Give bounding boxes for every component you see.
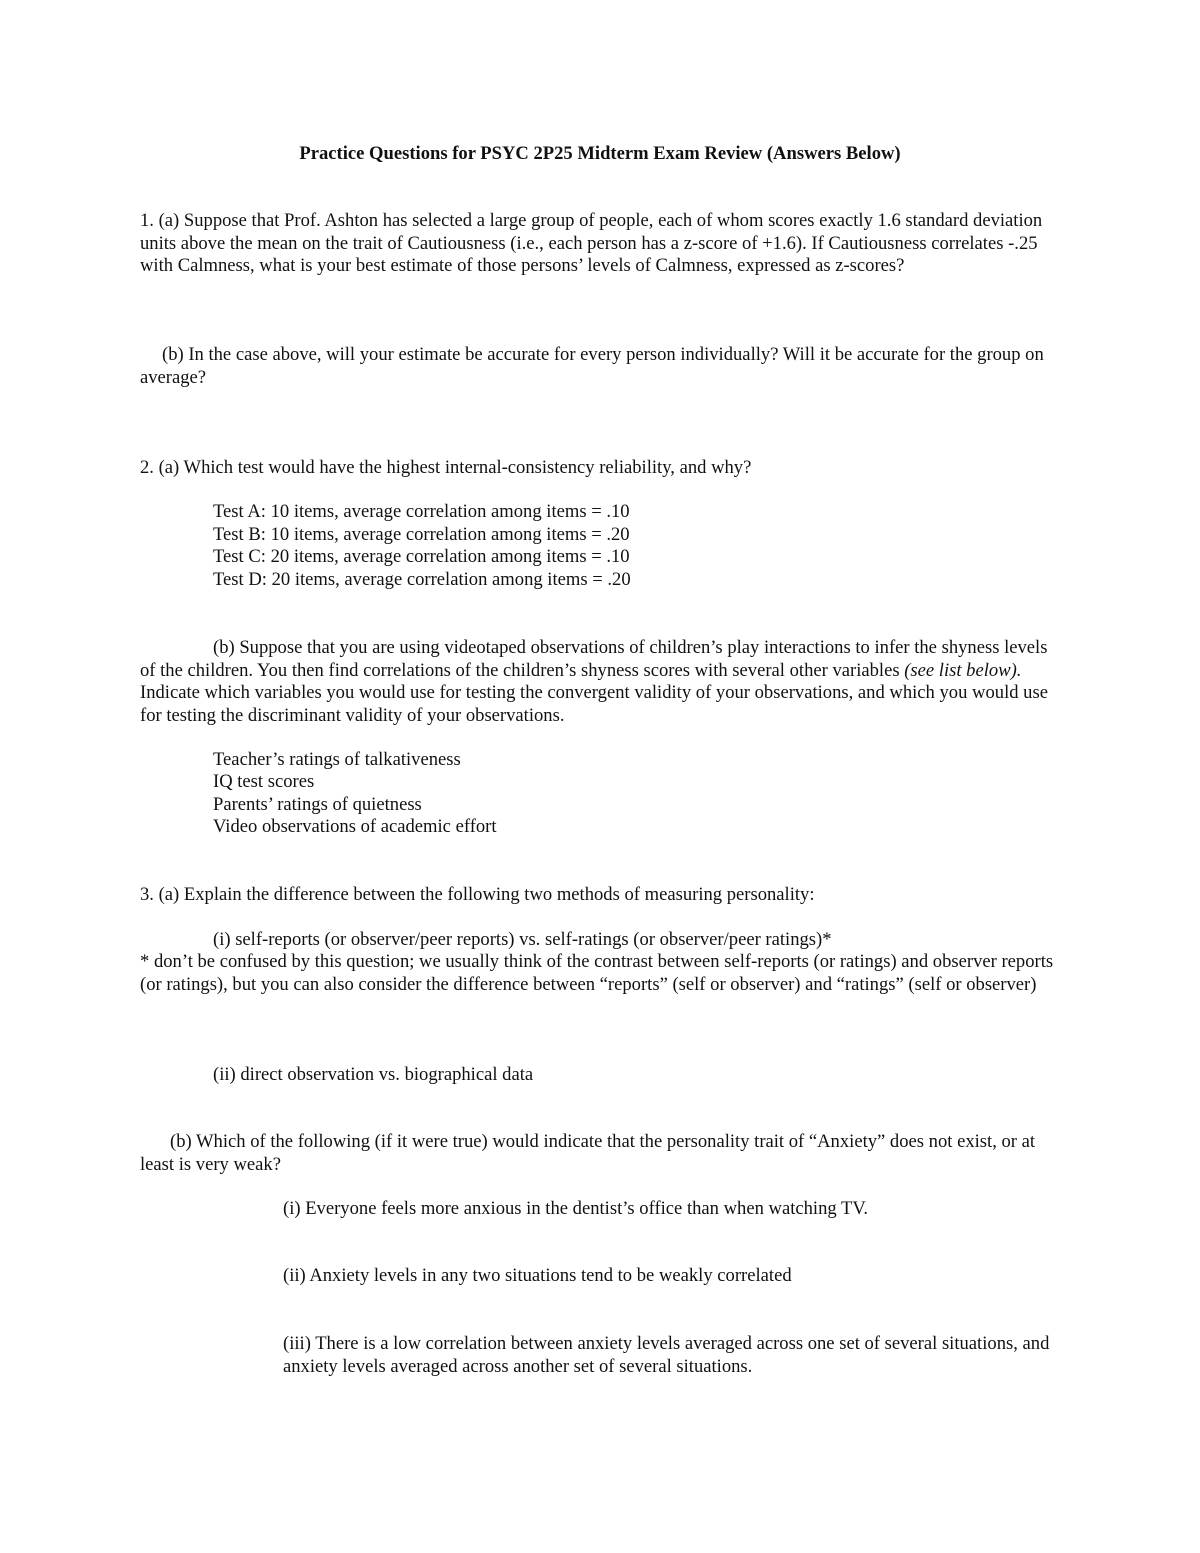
- question-2b-text: (b) Suppose that you are using videotaped observations of children’s play interactions to infer the shyness levels of the children. You then find correlations of the children’s shyness scores with several other variables: [140, 637, 1048, 681]
- variable-item: IQ test scores: [213, 771, 315, 792]
- answer-option: (iii) There is a low correlation between anxiety levels averaged across one set of several situations, and anxiety levels averaged across another set of several situations.: [283, 1333, 1050, 1377]
- question-2b-italic: (see list below).: [904, 659, 1022, 681]
- answer-option: (ii) Anxiety levels in any two situations tend to be weakly correlated: [283, 1265, 792, 1286]
- test-option: Test B: 10 items, average correlation among items = .20: [213, 524, 630, 545]
- method-pair-i: (i) self-reports (or observer/peer reports) vs. self-ratings (or observer/peer ratings)*: [213, 929, 832, 950]
- variable-item: Video observations of academic effort: [213, 816, 497, 837]
- footnote: * don’t be confused by this question; we usually think of the contrast between self-reports (or ratings) and observer reports (or ratings), but you can also consider the difference between “reports” (self or observer) and “ratings” (self or observer): [140, 951, 1054, 995]
- question-2b: [140, 637, 1065, 727]
- answer-option: (i) Everyone feels more anxious in the dentist’s office than when watching TV.: [283, 1198, 869, 1219]
- test-option: Test C: 20 items, average correlation among items = .10: [213, 546, 630, 567]
- variable-item: Teacher’s ratings of talkativeness: [213, 749, 461, 770]
- page-title: Practice Questions for PSYC 2P25 Midterm Exam Review (Answers Below): [299, 143, 901, 164]
- test-option: Test D: 20 items, average correlation among items = .20: [213, 569, 631, 590]
- variable-item: Parents’ ratings of quietness: [213, 794, 422, 815]
- test-option: Test A: 10 items, average correlation among items = .10: [213, 501, 630, 522]
- question-1a: 1. (a) Suppose that Prof. Ashton has selected a large group of people, each of whom scores exactly 1.6 standard deviation units above the mean on the trait of Cautiousness (i.e., each person has a z-score of +1.6). If Cautiousness correlates -.25 with Calmness, what is your best estimate of those persons’ levels of Calmness, expressed as z-scores?: [140, 210, 1043, 277]
- question-1b: (b) In the case above, will your estimate be accurate for every person individually? Will it be accurate for the group on average?: [140, 344, 1044, 388]
- question-3b: (b) Which of the following (if it were true) would indicate that the personality trait of “Anxiety” does not exist, or at least is very weak?: [140, 1131, 1036, 1175]
- question-3a: 3. (a) Explain the difference between the following two methods of measuring personality:: [140, 884, 815, 905]
- method-pair-ii: (ii) direct observation vs. biographical data: [213, 1064, 534, 1085]
- question-2a: 2. (a) Which test would have the highest internal-consistency reliability, and why?: [140, 457, 752, 478]
- question-2b-text-end: Indicate which variables you would use for testing the convergent validity of your observations, and which you would use for testing the discriminant validity of your observations.: [140, 682, 1048, 726]
